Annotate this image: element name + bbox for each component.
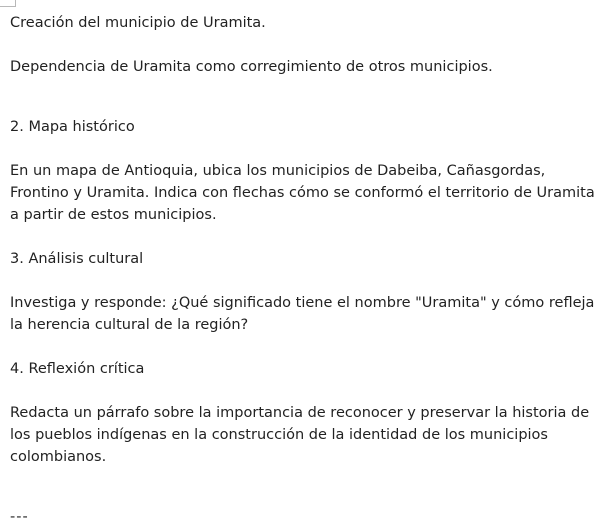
line-dependencia: Dependencia de Uramita como corregimiento de otros municipios. (10, 59, 493, 75)
section-4-body: Redacta un párrafo sobre la importancia de reconocer y preservar la historia de los pueblos indígenas en la construcción de la identidad de los municipios colombianos. (10, 405, 590, 465)
separator-line: --- (10, 509, 29, 525)
spacer (10, 380, 604, 402)
section-3-title: 3. Análisis cultural (10, 251, 144, 267)
section-3-body: Investiga y responde: ¿Qué significado tiene el nombre "Uramita" y cómo refleja la herencia cultural de la región? (10, 295, 595, 333)
spacer (10, 468, 604, 506)
line-creacion: Creación del municipio de Uramita. (10, 15, 266, 31)
spacer (10, 226, 604, 248)
spacer (10, 336, 604, 358)
document-body (10, 12, 604, 528)
page-corner-mark (0, 0, 16, 7)
section-2-title: 2. Mapa histórico (10, 119, 135, 135)
section-2-body: En un mapa de Antioquia, ubica los municipios de Dabeiba, Cañasgordas, Frontino y Uramita. Indica con flechas cómo se conformó el territorio de Uramita a partir de estos municipios. (10, 163, 595, 223)
spacer (10, 78, 604, 116)
spacer (10, 138, 604, 160)
spacer (10, 34, 604, 56)
section-4-title: 4. Reflexión crítica (10, 361, 145, 377)
spacer (10, 270, 604, 292)
